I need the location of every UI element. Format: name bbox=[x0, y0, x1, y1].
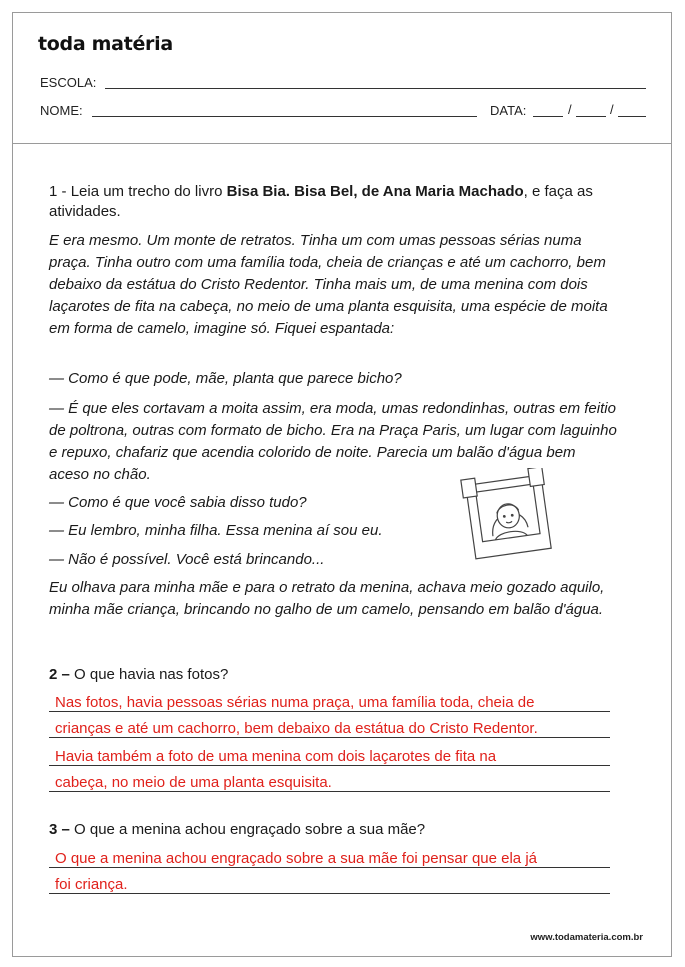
question-2-text: O que havia nas fotos? bbox=[69, 666, 229, 683]
book-title: Bisa Bia. Bisa Bel, de Ana Maria Machado bbox=[226, 183, 524, 200]
excerpt-paragraph: E era mesmo. Um monte de retratos. Tinha um com umas pessoas sérias numa praça. Tinha outro com uma família toda, cheia de crianças e até um cachorro, bem debaixo da estátua do Cristo Redentor. Tinha mais um, de uma menina com dois laçarotes de fita na cabeça, no meio de uma planta esquisita, uma espécie de moita em forma de camelo, imagine só. Fiquei espantada: bbox=[49, 232, 608, 337]
name-field[interactable] bbox=[92, 116, 477, 117]
excerpt-paragraph: Eu olhava para minha mãe e para o retrato da menina, achava meio gozado aquilo, minha mãe criança, brincando no galho de um camelo, pensando em balão d'água. bbox=[49, 579, 605, 618]
answer-text: foi criança. bbox=[55, 876, 128, 893]
date-label: DATA: bbox=[490, 103, 527, 118]
answer-line[interactable] bbox=[49, 766, 610, 792]
date-month-field[interactable] bbox=[576, 116, 606, 117]
worksheet-header bbox=[13, 13, 671, 144]
excerpt-dialogue: — É que eles cortavam a moita assim, era moda, umas redondinhas, outras em feitio de poltrona, outras com formato de bicho. Era na Praça Paris, um lugar com laguinho e repuxo, chafariz que acendia colorido de noite. Parecia um balão d'água bem aceso no chão. bbox=[49, 400, 617, 483]
answer-text: Nas fotos, havia pessoas sérias numa praça, uma família toda, cheia de bbox=[55, 694, 535, 711]
question-1-intro: Leia um trecho do livro bbox=[70, 183, 227, 200]
question-1-tail: , e faça as atividades. bbox=[49, 183, 593, 220]
school-label: ESCOLA: bbox=[40, 75, 97, 90]
answer-text: crianças e até um cachorro, bem debaixo da estátua do Cristo Redentor. bbox=[55, 720, 538, 737]
date-separator: / bbox=[568, 102, 572, 117]
logo: toda matéria bbox=[38, 33, 173, 55]
date-year-field[interactable] bbox=[618, 116, 646, 117]
excerpt-dialogue: — Não é possível. Você está brincando... bbox=[49, 551, 325, 568]
answer-line[interactable] bbox=[49, 712, 610, 738]
name-label: NOME: bbox=[40, 103, 83, 118]
question-3-text: O que a menina achou engraçado sobre a sua mãe? bbox=[69, 821, 426, 838]
answer-text: O que a menina achou engraçado sobre a sua mãe foi pensar que ela já bbox=[55, 850, 537, 867]
photo-frame-girl-icon bbox=[452, 468, 562, 560]
date-day-field[interactable] bbox=[533, 116, 563, 117]
question-2-number: 2 – bbox=[49, 666, 70, 683]
footer-url[interactable]: www.todamateria.com.br bbox=[530, 932, 643, 943]
excerpt-dialogue: — Como é que você sabia disso tudo? bbox=[49, 494, 307, 511]
question-3-number: 3 – bbox=[49, 821, 70, 838]
answer-line[interactable] bbox=[49, 842, 610, 868]
school-field[interactable] bbox=[105, 88, 646, 89]
answer-text: cabeça, no meio de uma planta esquisita. bbox=[55, 774, 332, 791]
excerpt-dialogue: — Como é que pode, mãe, planta que parece bicho? bbox=[49, 370, 402, 387]
answer-line[interactable] bbox=[49, 868, 610, 894]
answer-text: Havia também a foto de uma menina com dois laçarotes de fita na bbox=[55, 748, 497, 765]
date-separator: / bbox=[610, 102, 614, 117]
question-1 bbox=[49, 182, 609, 222]
question-3 bbox=[49, 821, 425, 838]
question-2 bbox=[49, 666, 228, 683]
answer-line[interactable] bbox=[49, 686, 610, 712]
question-1-number: 1 - bbox=[49, 183, 71, 200]
excerpt-dialogue: — Eu lembro, minha filha. Essa menina aí sou eu. bbox=[49, 522, 383, 539]
answer-line[interactable] bbox=[49, 740, 610, 766]
